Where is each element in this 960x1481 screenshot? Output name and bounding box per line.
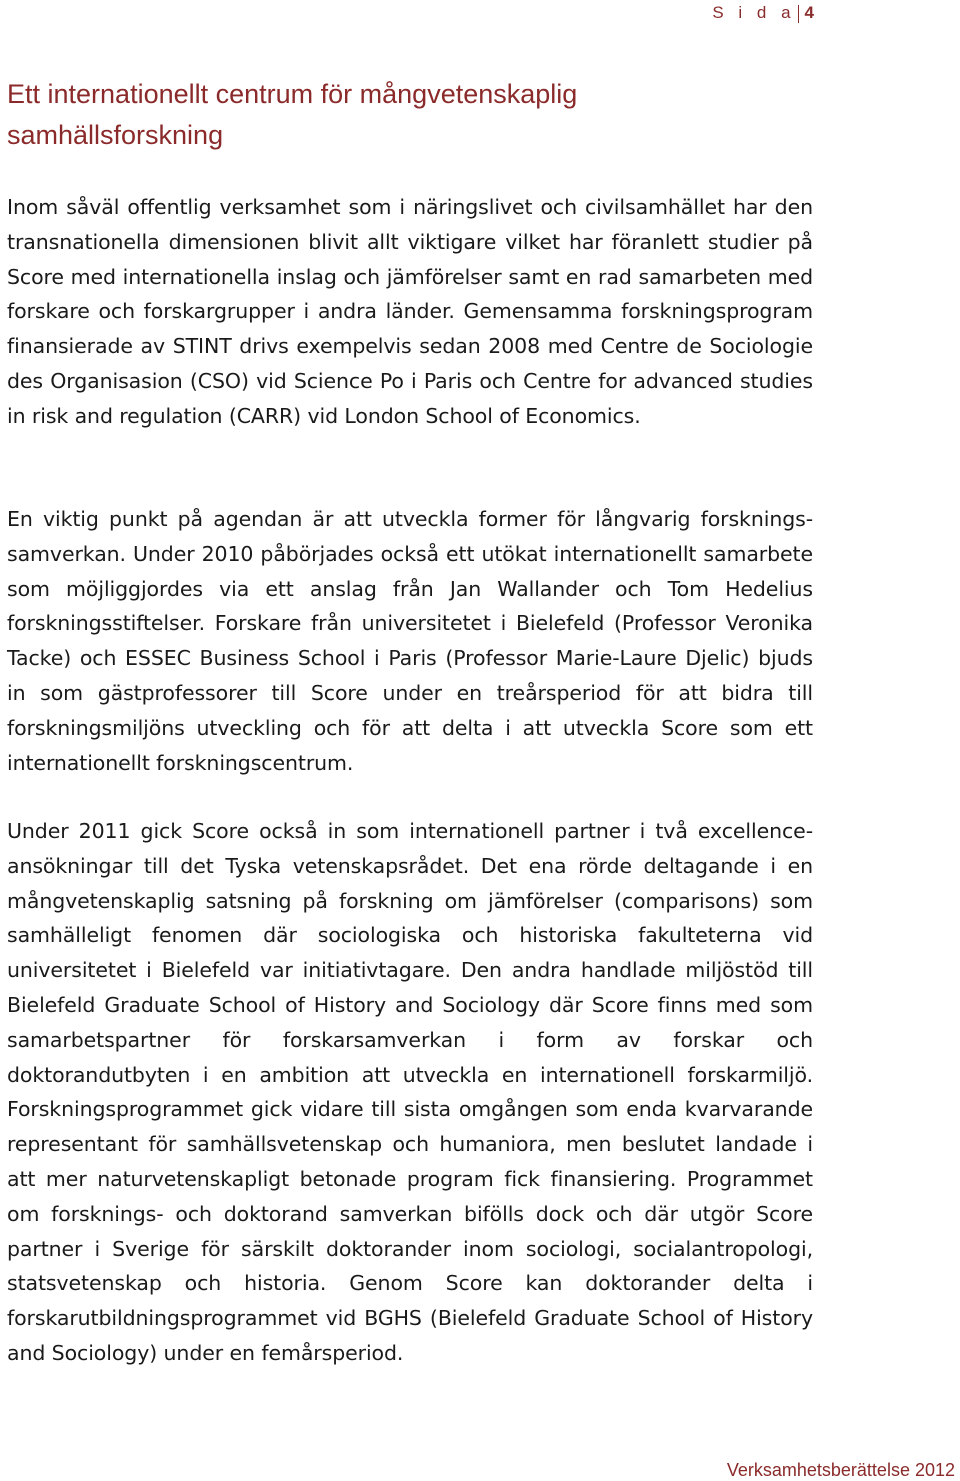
page-number <box>712 3 814 23</box>
page-number-divider <box>798 5 799 23</box>
paragraph-2: En viktig punkt på agendan är att utveckla former för långvarig forsknings-samverkan. Under 2010 påbörjades också ett utökat internationellt samarbete som möjliggjordes via ett anslag från Jan Wallander och Tom Hedelius forskningsstiftelser. Forskare från universitetet i Bielefeld (Professor Veronika Tacke) och ESSEC Business School i Paris (Professor Marie-Laure Djelic) bjuds in som gästprofessorer till Score under en treårsperiod för att bidra till forskningsmiljöns utveckling och för att delta i att utveckla Score som ett internationellt forskningscentrum. <box>7 507 813 775</box>
paragraph-3: Under 2011 gick Score också in som internationell partner i två excellence-ansökningar till det Tyska vetenskapsrådet. Det ena rörde deltagande i en mångvetenskaplig satsning på forskning om jämförelser (comparisons) som samhälleligt fenomen där sociologiska och historiska fakulteterna vid universitetet i Bielefeld var initiativtagare. Den andra handlade miljöstöd till Bielefeld Graduate School of History and Sociology där Score finns med som samarbetspartner för forskarsamverkan i form av forskar och doktorandutbyten i en ambition att utveckla en internationell forskarmiljö. Forskningsprogrammet gick vidare till sista omgången som enda kvarvarande representant för samhällsvetenskap och humaniora, men beslutet landade i att mer naturvetenskapligt betonade program fick finansiering. Programmet om forsknings- och doktorand samverkan bifölls dock och där utgör Score partner i Sverige för särskilt doktorander inom sociologi, socialantropologi, statsvetenskap och historia. Genom Score kan doktorander delta i forskarutbildningsprogrammet vid BGHS (Bielefeld Graduate School of History and Sociology) under en femårsperiod. <box>7 819 813 1365</box>
footer-title: Verksamhetsberättelse 2012 <box>726 1460 955 1480</box>
section-heading: Ett internationellt centrum för mångvetenskaplig samhällsforskning <box>7 79 578 150</box>
paragraph-1: Inom såväl offentlig verksamhet som i näringslivet och civilsamhället har den transnationella dimensionen blivit allt viktigare vilket har föranlett studier på Score med internationella inslag och jämförelser samt en rad samarbeten med forskare och forskargrupper i andra länder. Gemensamma forskningsprogram finansierade av STINT drivs exempelvis sedan 2008 med Centre de Sociologie des Organisasion (CSO) vid Science Po i Paris och Centre for advanced studies in risk and regulation (CARR) vid London School of Economics. <box>7 195 813 428</box>
page-number-value: 4 <box>804 3 814 22</box>
page-label: S i d a <box>712 3 796 22</box>
